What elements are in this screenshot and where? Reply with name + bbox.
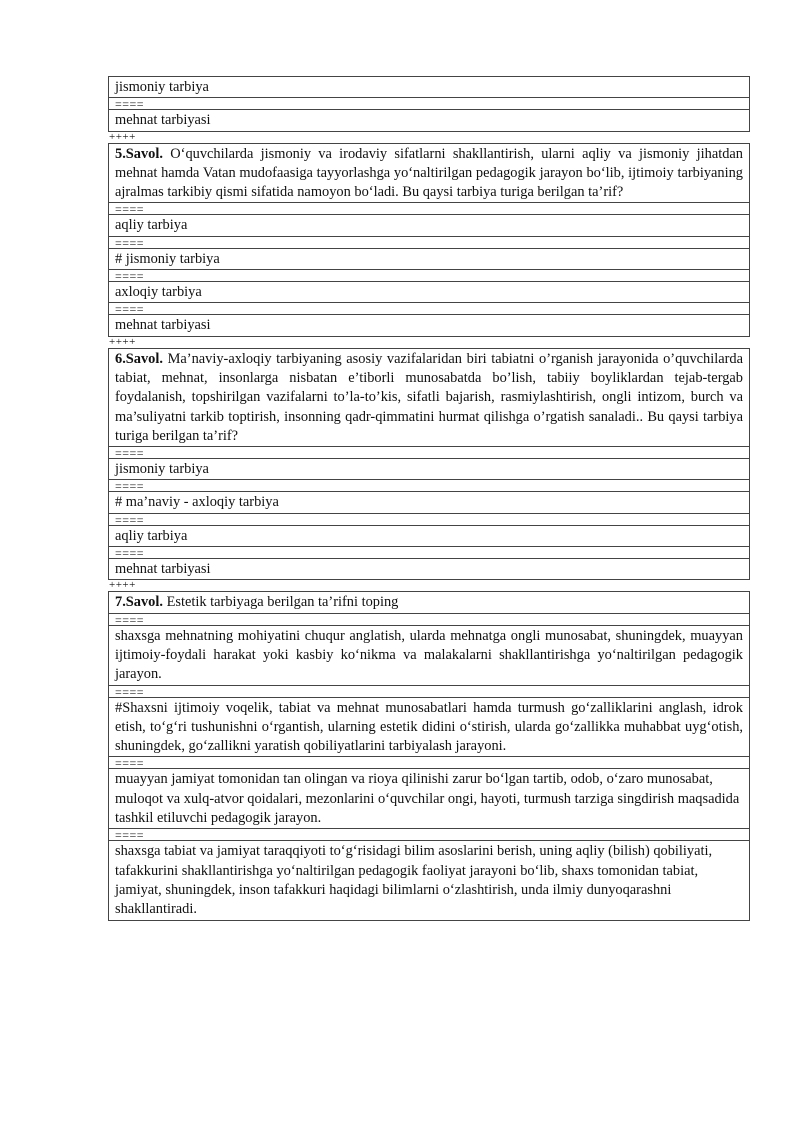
- separator: ====: [109, 513, 749, 525]
- question-divider: ++++: [109, 579, 136, 592]
- separator: ====: [109, 302, 749, 314]
- question-block-4-tail: [108, 76, 750, 132]
- question-text: [109, 349, 749, 446]
- separator: ====: [109, 546, 749, 558]
- separator: ====: [109, 828, 749, 840]
- answer-option: axloqiy tarbiya: [109, 281, 749, 302]
- question-divider: ++++: [109, 130, 136, 143]
- separator: ====: [109, 236, 749, 248]
- question-number: 6.Savol.: [115, 350, 163, 367]
- answer-option: jismoniy tarbiya: [115, 79, 209, 95]
- separator: ====: [109, 97, 749, 109]
- question-block-6: [108, 348, 750, 581]
- answer-option: mehnat tarbiyasi: [109, 314, 749, 335]
- separator: ====: [109, 756, 749, 768]
- question-text: [109, 592, 749, 612]
- separator: ====: [109, 685, 749, 697]
- question-number: 7.Savol.: [115, 594, 163, 611]
- question-body: Estetik tarbiyaga berilgan ta’rifni toping: [162, 594, 399, 611]
- question-body: Ma’naviy-axloqiy tarbiyaning asosiy vazifalaridan biri tabiatni o’rganish jarayonida o’quvchilarda tabiat, mehnat, insonlarga nisbatan e’tiborli munosabatda bo’lish, tabiiy boyliklardan tejab-tergab foydalanish, topshirilgan vazifalarni to’la-to’kis, sifatli bajarish, rasmiylashtirish, ongli intizom, burch va ma’suliyatni tarkib toptirish, insonning qadr-qimmatini hurmat qilishga o’rgatish sanaladi.. Bu qaysi tarbiya turiga berilgan ta’rif?: [115, 350, 743, 444]
- answer-option: muayyan jamiyat tomonidan tan olingan va rioya qilinishi zarur bo‘lgan tartib, odob, o‘zaro munosabat, muloqot va xulq-atvor qoidalari, mezonlarini o‘quvchilar ongi, hayoti, turmush tarziga singdirish maqsadida tashkil etiluvchi pedagogik jarayon.: [109, 768, 749, 828]
- answer-option-correct: #Shaxsni ijtimoiy voqelik, tabiat va mehnat munosabatlari hamda turmush go‘zalliklarini anglash, idrok etish, to‘g‘ri tushunishni o‘rgantish, ularning estetik didini o‘stirish, ularda go‘zallikka muhabbat uyg‘otish, shuningdek, go‘zallikni yaratish qobiliyatlarini tarbiyalash jarayoni.: [109, 697, 749, 757]
- answer-option: mehnat tarbiyasi: [109, 558, 749, 579]
- question-block-5: [108, 143, 750, 337]
- question-body: O‘quvchilarda jismoniy va irodaviy sifatlarni shakllantirish, ularni aqliy va jismoniy jihatdan mehnat hamda Vatan mudofaasiga tayyorlashga yo‘naltirilgan pedagogik jarayon bo‘lib, ijtimoiy tarbiyaning ajralmas tarkibiy qismi sifatida namoyon bo‘ladi. Bu qaysi tarbiya turiga berilgan ta’rif?: [115, 145, 743, 201]
- separator: ====: [109, 613, 749, 625]
- answer-option-correct: # jismoniy tarbiya: [109, 248, 749, 269]
- separator: ====: [109, 269, 749, 281]
- document-page: [108, 76, 750, 921]
- answer-option: jismoniy tarbiya: [109, 458, 749, 479]
- answer-option: shaxsga tabiat va jamiyat taraqqiyoti to‘g‘risidagi bilim asoslarini berish, uning aqliy (bilish) qobiliyati, tafakkurini shakllantirishga yo‘naltirilgan pedagogik faoliyat jarayoni bo‘lib, shaxs tomonidan tabiat, jamiyat, shuningdek, inson tafakkuri haqidagi bilimlarni o‘zlashtirish, unda ilmiy dunyoqarashni shakllantiradi.: [109, 840, 749, 919]
- question-block-7: [108, 591, 750, 920]
- question-divider: ++++: [109, 335, 136, 348]
- answer-option: mehnat tarbiyasi: [109, 109, 749, 130]
- separator: ====: [109, 446, 749, 458]
- answer-option: aqliy tarbiya: [109, 214, 749, 235]
- answer-option-correct: # ma’naviy - axloqiy tarbiya: [109, 491, 749, 512]
- answer-option: shaxsga mehnatning mohiyatini chuqur anglatish, ularda mehnatga ongli munosabat, shuningdek, muayyan ijtimoiy-foydali harakat yoki kasbiy ko‘nikma va malakalarni shakllantirishga yo‘naltirilgan pedagogik jarayon.: [109, 625, 749, 685]
- separator: ====: [109, 202, 749, 214]
- answer-option: aqliy tarbiya: [109, 525, 749, 546]
- separator: ====: [109, 479, 749, 491]
- question-text: [109, 144, 749, 203]
- question-number: 5.Savol.: [115, 145, 163, 162]
